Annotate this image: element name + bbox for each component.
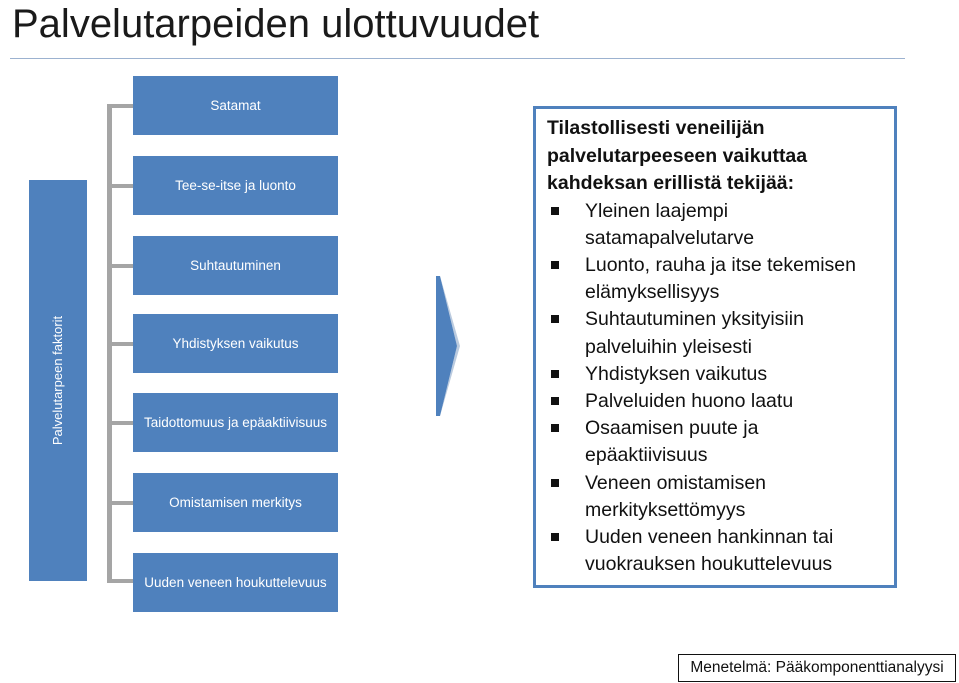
side-category-label: Palvelutarpeen faktorit: [50, 315, 66, 446]
list-item-text: Luonto, rauha ja itse tekemisen elämyksellisyys: [585, 253, 857, 304]
method-label: Menetelmä: Pääkomponenttianalyysi: [678, 654, 956, 682]
factor-box-yhdistyksen-vaikutus: [133, 314, 338, 373]
right-arrow-icon: [436, 276, 460, 416]
square-bullet-icon: [551, 261, 559, 269]
factor-label: Satamat: [210, 98, 261, 113]
tree-branch-line: [107, 264, 133, 268]
list-item-text: Yhdistyksen vaikutus: [585, 362, 768, 385]
title-divider: [10, 58, 905, 59]
tree-branch-line: [107, 184, 133, 188]
tree-branch-line: [107, 104, 133, 108]
square-bullet-icon: [551, 479, 559, 487]
list-item: [547, 361, 886, 388]
list-item: [547, 388, 886, 415]
factor-label: Yhdistyksen vaikutus: [172, 336, 299, 351]
factor-label: Omistamisen merkitys: [169, 495, 302, 510]
list-item: [547, 524, 886, 578]
tree-branch-line: [107, 501, 133, 505]
factor-box-omistamisen-merkitys: [133, 473, 338, 532]
list-item-text: Veneen omistamisen merkityksettömyys: [585, 471, 767, 521]
factor-box-taidottomuus: [133, 393, 338, 452]
side-category-label-wrap: [29, 180, 87, 581]
square-bullet-icon: [551, 207, 559, 215]
list-item-text: Palveluiden huono laatu: [585, 389, 794, 412]
square-bullet-icon: [551, 397, 559, 405]
list-item-text: Yleinen laajempi satamapalvelutarve: [585, 199, 755, 249]
list-item: [547, 470, 886, 524]
factor-box-satamat: [133, 76, 338, 135]
tree-branch-line: [107, 579, 133, 583]
square-bullet-icon: [551, 533, 559, 541]
list-item: [547, 252, 886, 306]
square-bullet-icon: [551, 315, 559, 323]
list-item: [547, 415, 886, 469]
list-item-text: Osaamisen puute ja epäaktiivisuus: [585, 417, 759, 467]
summary-list: [547, 198, 886, 579]
list-item-text: Suhtautuminen yksityisiin palveluihin yleisesti: [585, 308, 804, 358]
factor-label: Tee-se-itse ja luonto: [175, 178, 296, 193]
tree-branch-line: [107, 342, 133, 346]
tree-branch-line: [107, 421, 133, 425]
list-item: [547, 306, 886, 360]
square-bullet-icon: [551, 424, 559, 432]
factor-label: Uuden veneen houkuttelevuus: [144, 575, 327, 590]
factor-box-uuden-veneen: [133, 553, 338, 612]
summary-box: [533, 106, 897, 588]
factor-box-suhtautuminen: [133, 236, 338, 295]
page-title: Palvelutarpeiden ulottuvuudet: [12, 2, 540, 46]
factor-label: Taidottomuus ja epäaktiivisuus: [143, 415, 328, 430]
list-item: [547, 198, 886, 252]
summary-intro: Tilastollisesti veneilijän palvelutarpeeseen vaikuttaa kahdeksan erillistä tekijää:: [547, 117, 808, 194]
factor-box-tee-se-itse: [133, 156, 338, 215]
square-bullet-icon: [551, 370, 559, 378]
list-item-text: Uuden veneen hankinnan tai vuokrauksen houkuttelevuus: [585, 525, 834, 576]
factor-label: Suhtautuminen: [190, 258, 281, 273]
